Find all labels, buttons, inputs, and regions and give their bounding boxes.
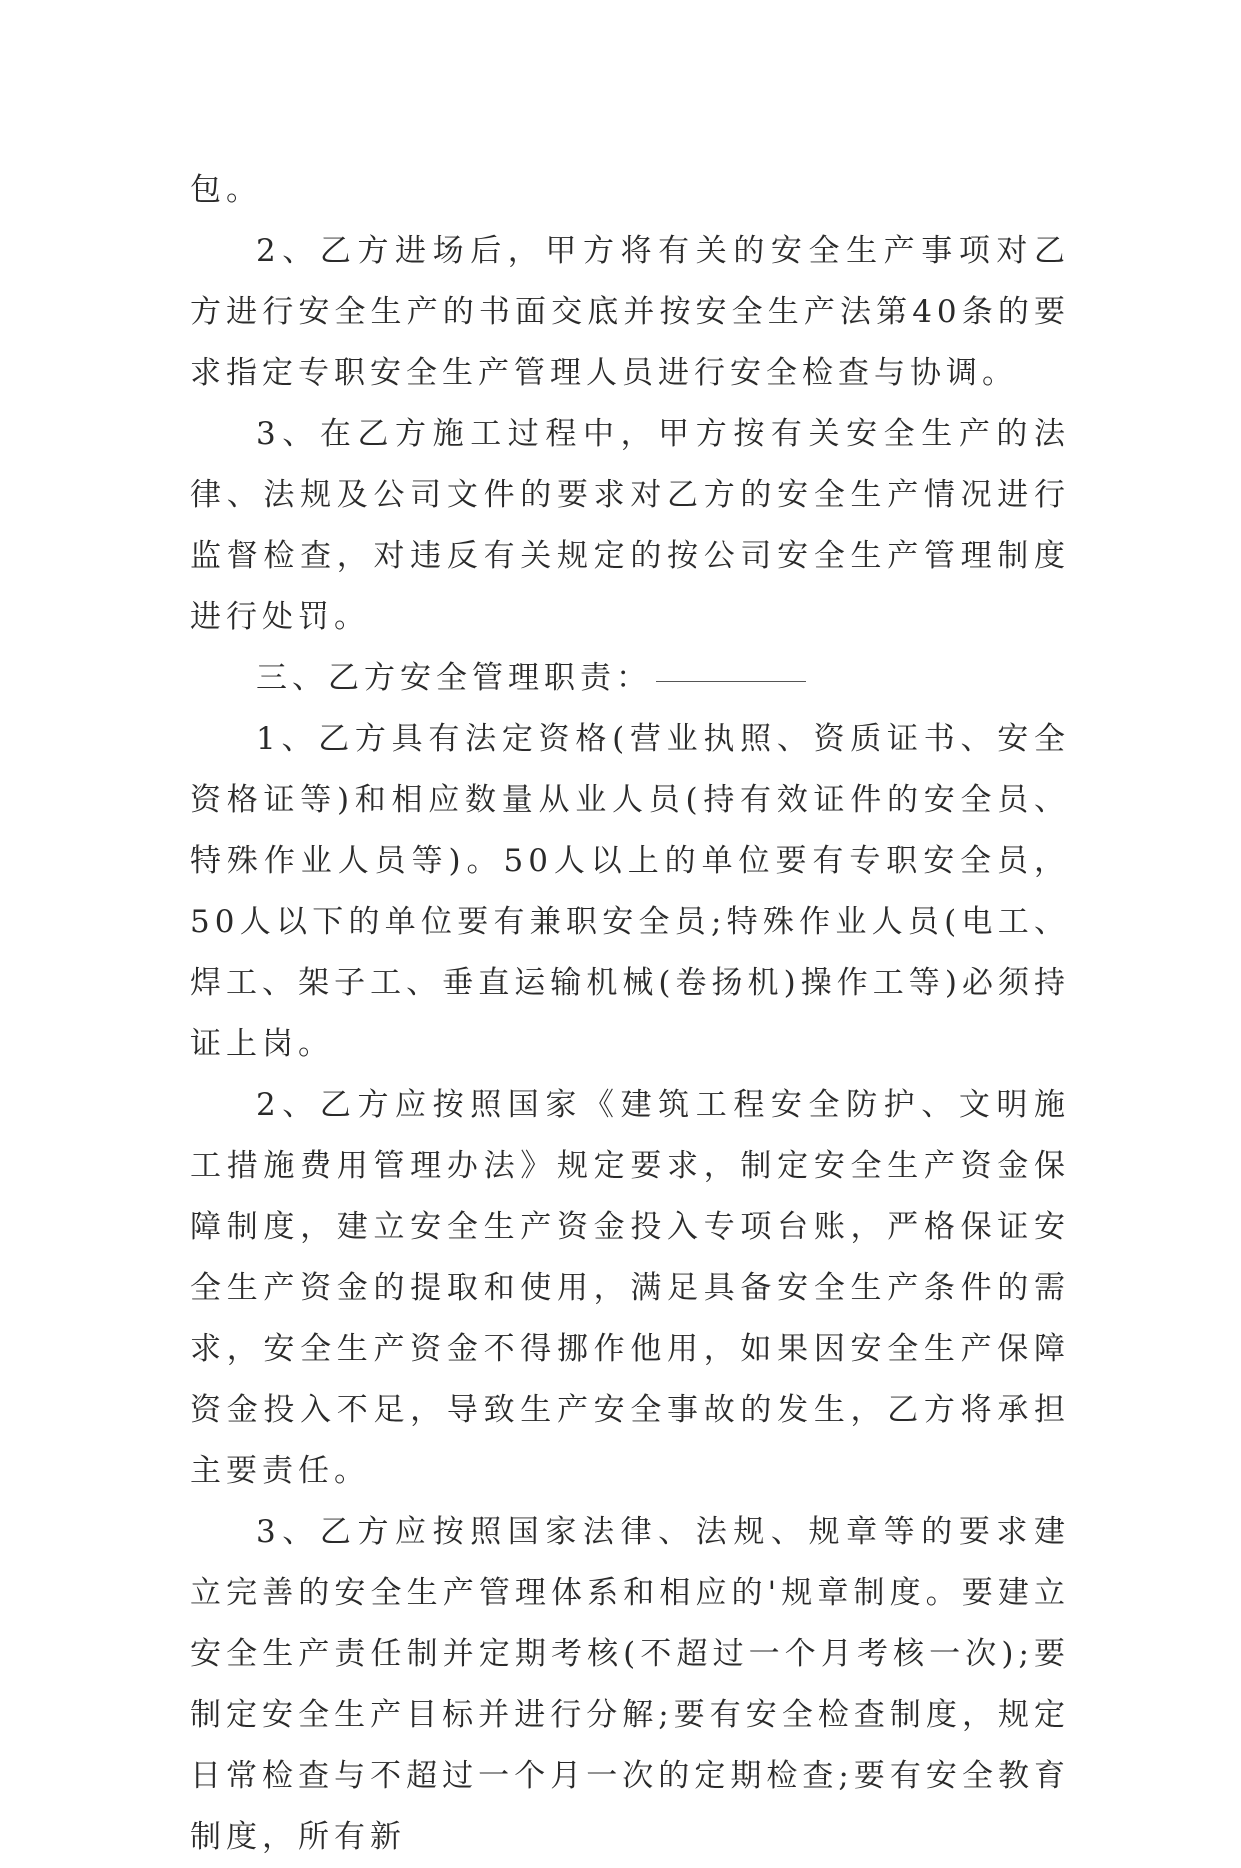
section-heading-text: 三、乙方安全管理职责： <box>256 660 652 696</box>
paragraph-continuation: 包。 <box>190 172 262 208</box>
paragraph-2-safety-briefing: 2、乙方进场后，甲方将有关的安全生产事项对乙方进行安全生产的书面交底并按安全生产法第40条的要求指定专职安全生产管理人员进行安全检查与协调。 <box>190 233 1070 391</box>
document-body <box>190 160 1070 1868</box>
paragraph-3-supervision: 3、在乙方施工过程中，甲方按有关安全生产的法律、法规及公司文件的要求对乙方的安全生产情况进行监督检查，对违反有关规定的按公司安全生产管理制度进行处罚。 <box>190 416 1070 635</box>
paragraph-b2-funding: 2、乙方应按照国家《建筑工程安全防护、文明施工措施费用管理办法》规定要求，制定安全生产资金保障制度，建立安全生产资金投入专项台账，严格保证安全生产资金的提取和使用，满足具备安全生产条件的需求，安全生产资金不得挪作他用，如果因安全生产保障资金投入不足，导致生产安全事故的发生，乙方将承担主要责任。 <box>190 1087 1070 1489</box>
paragraph-b3-management-system: 3、乙方应按照国家法律、法规、规章等的要求建立完善的安全生产管理体系和相应的'规章制度。要建立安全生产责任制并定期考核(不超过一个月考核一次);要制定安全生产目标并进行分解;要有安全检查制度，规定日常检查与不超过一个月一次的定期检查;要有安全教育制度，所有新 <box>190 1514 1070 1855</box>
fill-in-blank-line <box>656 680 806 682</box>
paragraph-b1-qualifications: 1、乙方具有法定资格(营业执照、资质证书、安全资格证等)和相应数量从业人员(持有效证件的安全员、特殊作业人员等)。50人以上的单位要有专职安全员，50人以下的单位要有兼职安全员;特殊作业人员(电工、焊工、架子工、垂直运输机械(卷扬机)操作工等)必须持证上岗。 <box>190 721 1070 1062</box>
section-heading-party-b-duties <box>190 648 1070 709</box>
